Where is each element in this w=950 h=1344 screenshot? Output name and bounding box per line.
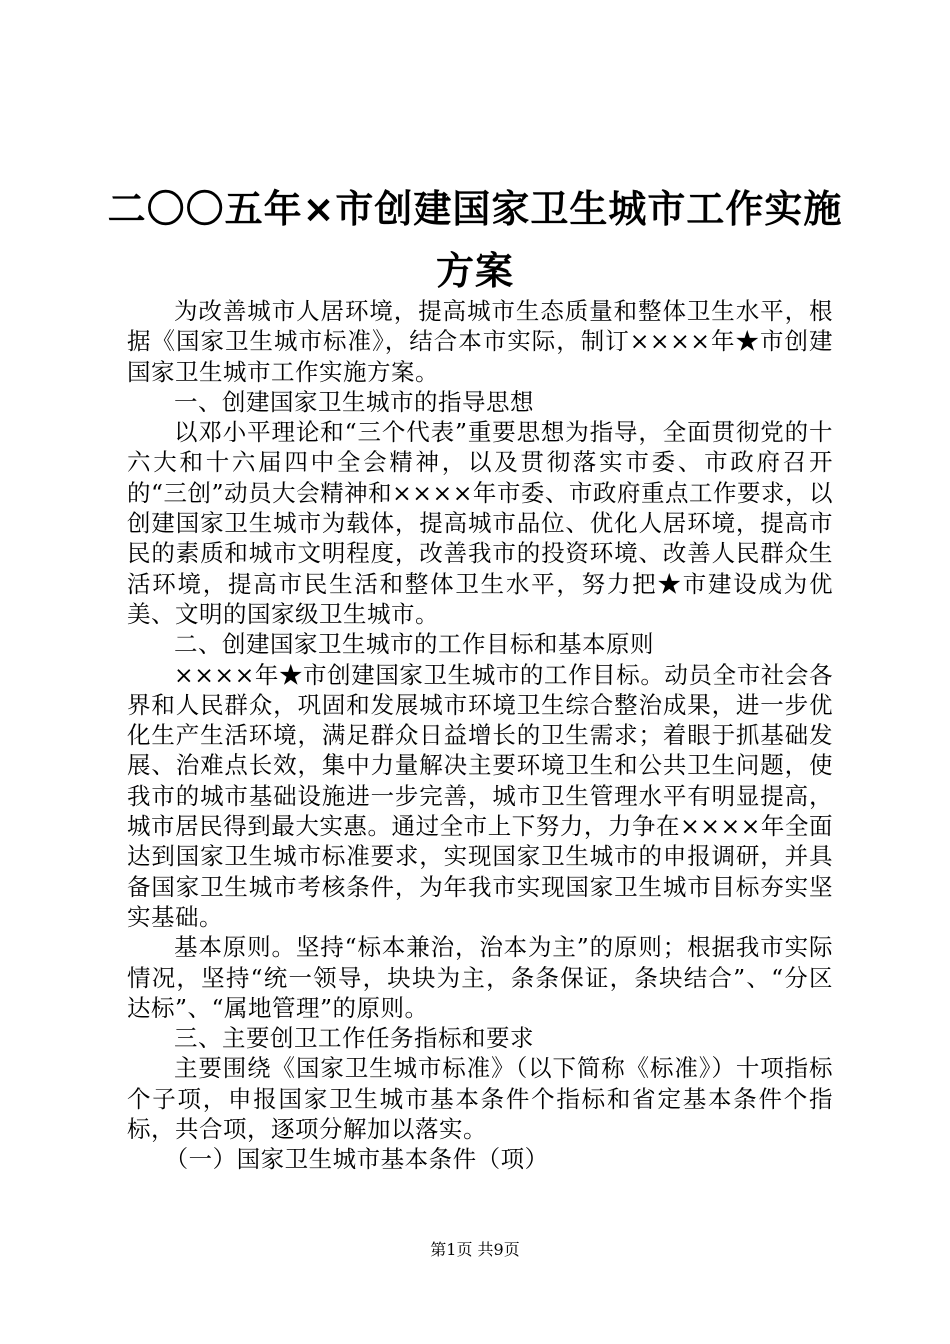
document-body: [127, 296, 833, 1175]
document-title: 二〇〇五年×市创建国家卫生城市工作实施方案: [107, 187, 843, 293]
subsection-heading-1: （一）国家卫生城市基本条件（项）: [164, 1145, 549, 1174]
section-heading-3: 三、主要创卫工作任务指标和要求: [174, 1024, 534, 1053]
page-number-footer: 第1页 共9页: [430, 1240, 520, 1259]
main-tasks-paragraph: 主要围绕《国家卫生城市标准》（以下简称《标准》）十项指标个子项，申报国家卫生城市基本条件个指标和省定基本条件个指标，共合项，逐项分解加以落实。: [127, 1054, 833, 1144]
basic-principle-paragraph: 基本原则。坚持“标本兼治，治本为主”的原则；根据我市实际情况，坚持“统一领导，块块为主，条条保证，条块结合”、“分区达标”、“属地管理”的原则。: [127, 933, 833, 1022]
section-heading-1: 一、创建国家卫生城市的指导思想: [174, 387, 534, 416]
work-goal-paragraph: ××××年★市创建国家卫生城市的工作目标。动员全市社会各界和人民群众，巩固和发展城市环境卫生综合整治成果，进一步优化生产生活环境，满足群众日益增长的卫生需求；着眼于抓基础发展、治难点长效，集中力量解决主要环境卫生和公共卫生问题，使我市的城市基础设施进一步完善，城市卫生管理水平有明显提高，城市居民得到最大实惠。通过全市上下努力，力争在××××年全面达到国家卫生城市标准要求，实现国家卫生城市的申报调研，并具备国家卫生城市考核条件，为年我市实现国家卫生城市目标夯实坚实基础。: [127, 660, 833, 931]
section-heading-2: 二、创建国家卫生城市的工作目标和基本原则: [174, 630, 654, 659]
intro-paragraph: 为改善城市人居环境，提高城市生态质量和整体卫生水平，根据《国家卫生城市标准》，结合本市实际，制订××××年★市创建国家卫生城市工作实施方案。: [127, 297, 833, 386]
guiding-thought-paragraph: 以邓小平理论和“三个代表”重要思想为指导，全面贯彻党的十六大和十六届四中全会精神，以及贯彻落实市委、市政府召开的“三创”动员大会精神和××××年市委、市政府重点工作要求，以创建国家卫生城市为载体，提高城市品位、优化人居环境，提高市民的素质和城市文明程度，改善我市的投资环境、改善人民群众生活环境，提高市民生活和整体卫生水平，努力把★市建设成为优美、文明的国家级卫生城市。: [127, 418, 833, 628]
